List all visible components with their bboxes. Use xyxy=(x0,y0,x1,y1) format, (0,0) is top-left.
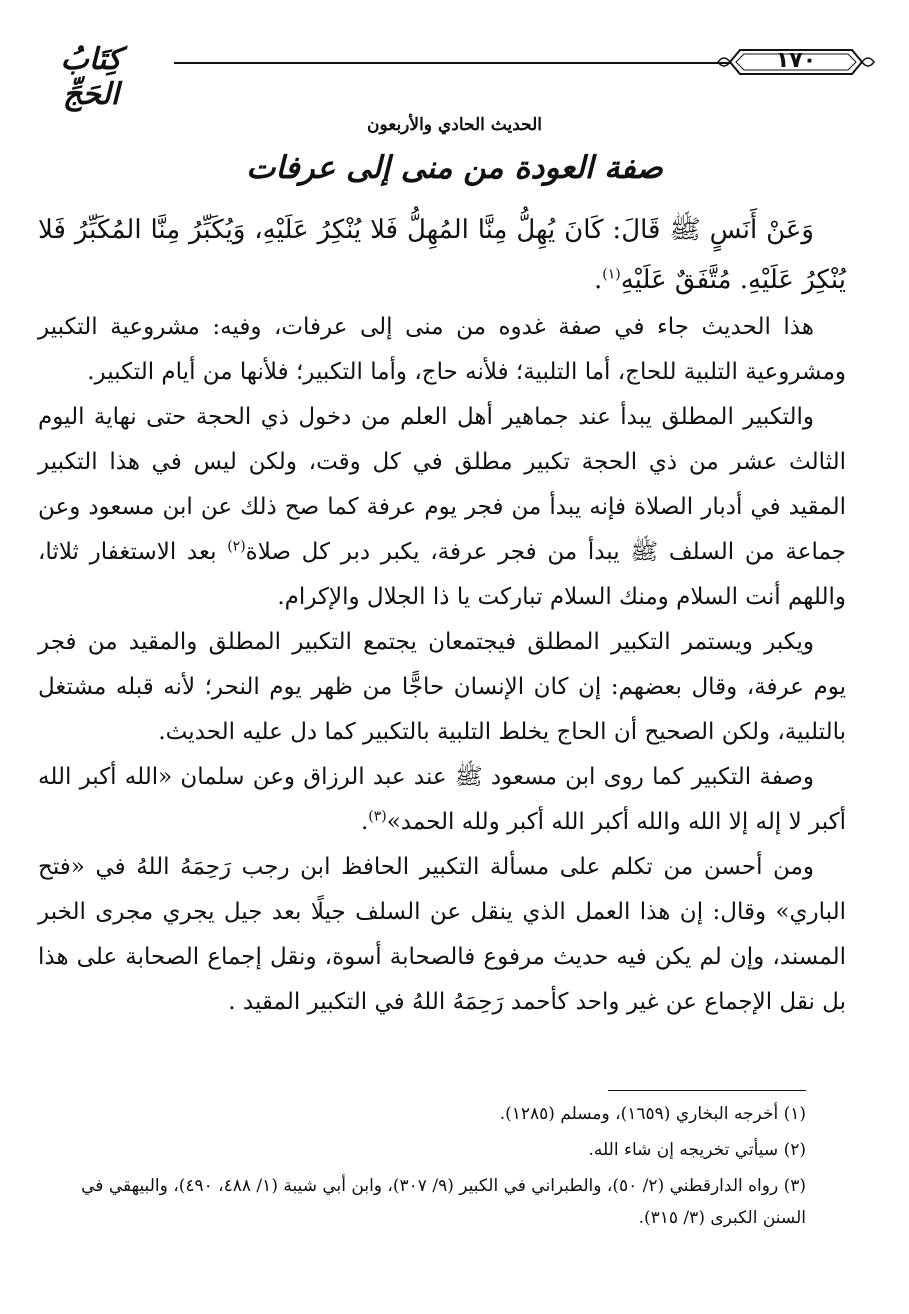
paragraph-4-end: . xyxy=(360,809,369,835)
paragraph-4-text: وصفة التكبير كما روى ابن مسعود ﷺ عند عبد الرزاق وعن سلمان «الله أكبر الله أكبر لا إله إلا الله والله أكبر الله أكبر ولله الحمد» xyxy=(38,764,846,835)
chapter-title: صفة العودة من منى إلى عرفات xyxy=(246,150,663,186)
body-text xyxy=(38,205,846,1025)
paragraph-1: هذا الحديث جاء في صفة غدوه من منى إلى عرفات، وفيه: مشروعية التكبير ومشروعية التلبية للحاج، أما التلبية؛ فلأنه حاج، وأما التكبير؛ فلأنها من أيام التكبير. xyxy=(38,314,846,385)
header-rule xyxy=(174,62,730,64)
hadith-paragraph xyxy=(38,205,846,305)
paragraph-2 xyxy=(38,395,846,620)
page-header xyxy=(24,38,884,112)
footnotes xyxy=(38,1098,806,1238)
footnote-2: (٢) سيأتي تخريجه إن شاء الله. xyxy=(588,1140,806,1160)
footnote-ref-1: (١) xyxy=(602,266,621,283)
page-number-frame xyxy=(716,42,876,82)
hadith-label: الحديث الحادي والأربعون xyxy=(366,115,543,135)
paragraph-2-part-a: والتكبير المطلق يبدأ عند جماهير أهل العلم من دخول ذي الحجة حتى نهاية اليوم الثالث عشر من ذي الحجة تكبير مطلق في كل وقت، ولكن ليس في هذا التكبير المقيد في أدبار الصلاة فإنه يبدأ من فجر يوم عرفة كما صح ذلك عن ابن مسعود وعن جماعة من السلف ﷺ يبدأ من فجر عرفة، يكبر دبر كل صلاة xyxy=(38,404,846,565)
paragraph-3: ويكبر ويستمر التكبير المطلق فيجتمعان يجتمع التكبير المطلق والمقيد من فجر يوم عرفة، وقال بعضهم: إن كان الإنسان حاجًّا من ظهر يوم النحر؛ لأنه قبله مشتغل بالتلبية، ولكن الصحيح أن الحاج يخلط التلبية بالتكبير كما دل عليه الحديث. xyxy=(38,629,846,745)
footnote-3: (٣) رواه الدارقطني (٢/ ٥٠)، والطبراني في الكبير (٩/ ٣٠٧)، وابن أبي شيبة (١/ ٤٨٨، ٤٩٠)، والبيهقي في السنن الكبرى (٣/ ٣١٥). xyxy=(81,1176,806,1228)
paragraph-2-part-b: بعد الاستغفار ثلاثا، واللهم أنت السلام ومنك السلام تباركت يا ذا الجلال والإكرام. xyxy=(38,539,846,610)
hadith-text: وَعَنْ أَنَسٍ ﷺ قَالَ: كَانَ يُهِلُّ مِنَّا المُهِلُّ فَلا يُنْكِرُ عَلَيْهِ، وَيُكَبِّرُ مِنَّا المُكَبِّرُ فَلا يُنْكِرُ عَلَيْهِ. مُتَّفَقٌ عَلَيْهِ xyxy=(38,215,846,295)
footnote-ref-3: (٣) xyxy=(368,808,387,825)
book-title: كِتَابُ الحَجِّ xyxy=(60,42,122,112)
footnote-ref-2: (٢) xyxy=(227,538,246,555)
footnote-1: (١) أخرجه البخاري (١٦٥٩)، ومسلم (١٢٨٥). xyxy=(499,1104,806,1124)
paragraph-4 xyxy=(38,755,846,845)
paragraph-5: ومن أحسن من تكلم على مسألة التكبير الحافظ ابن رجب رَحِمَهُ اللهُ في «فتح الباري» وقال: إن هذا العمل الذي ينقل عن السلف جيلًا بعد جيل يجري مجرى الخبر المسند، وإن لم يكن فيه حديث مرفوع فالصحابة أسوة، ونقل إجماع الصحابة على هذا بل نقل الإجماع عن غير واحد كأحمد رَحِمَهُ اللهُ في التكبير المقيد . xyxy=(38,854,846,1015)
page-number: ١٧٠ xyxy=(775,48,817,73)
footnote-rule xyxy=(608,1090,806,1091)
hadith-end: . xyxy=(594,265,603,295)
